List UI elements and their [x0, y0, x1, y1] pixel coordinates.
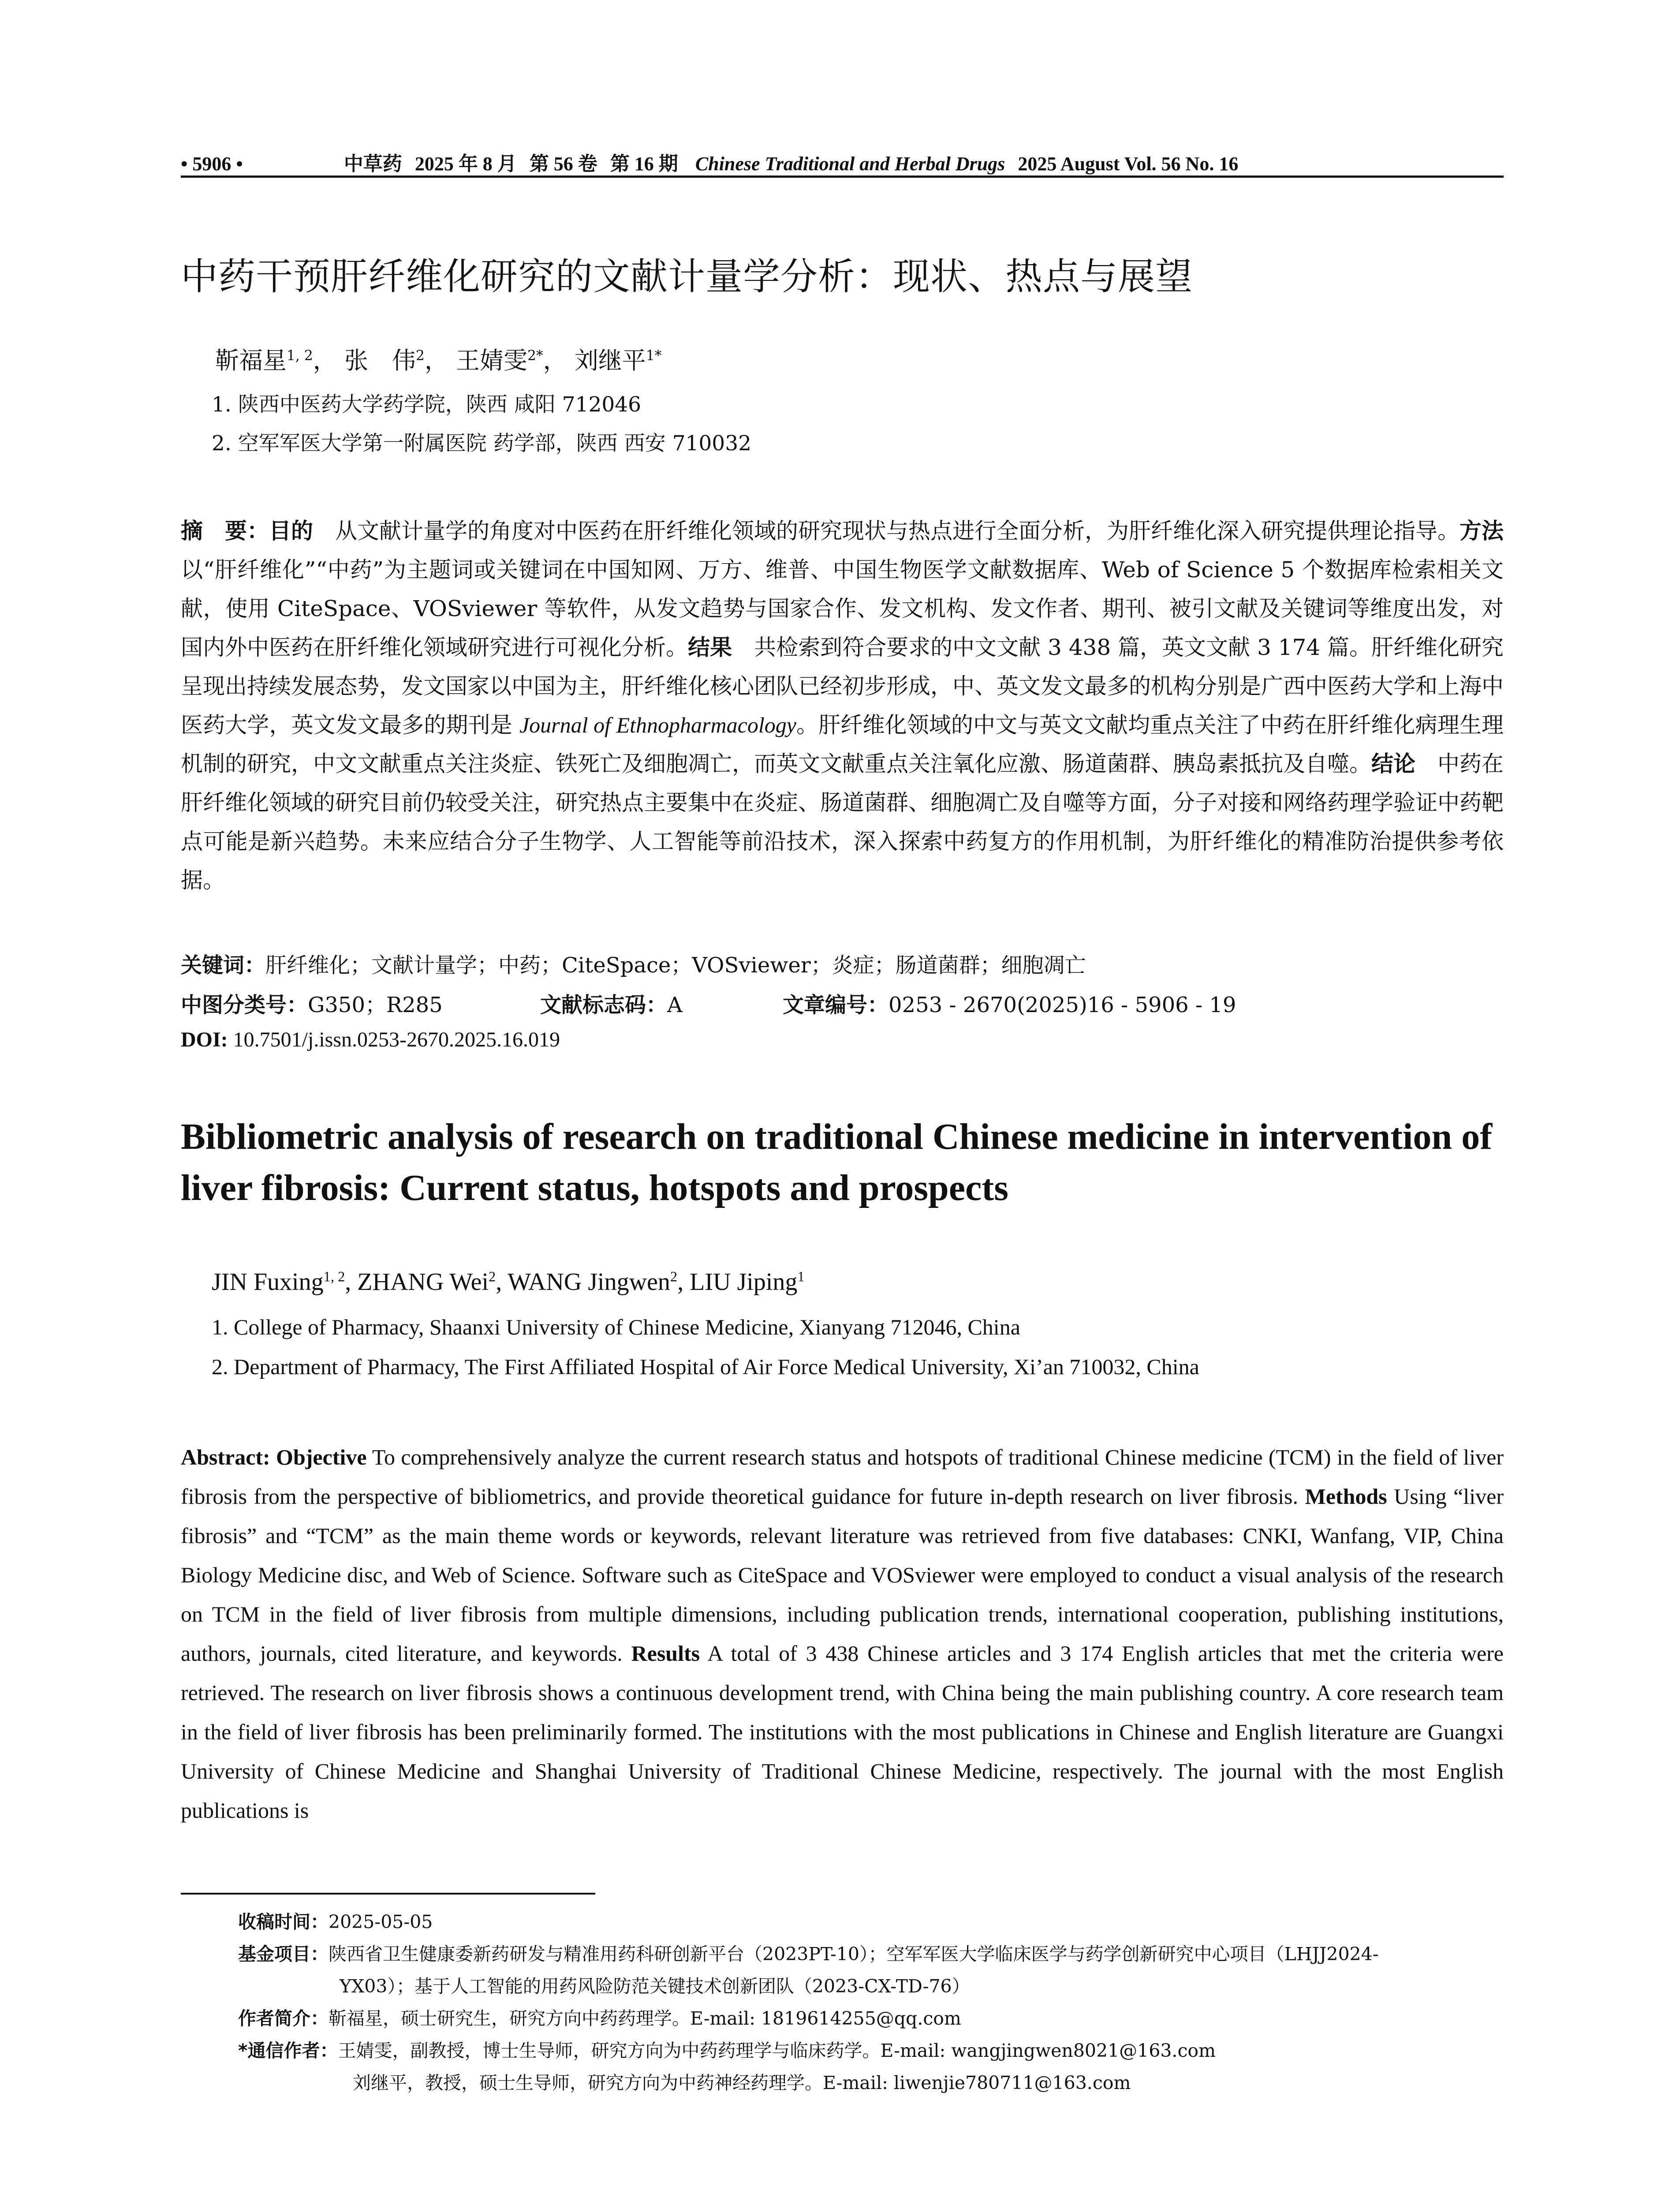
conclusion-label: 结论: [1371, 751, 1415, 777]
received-date: 2025-05-05: [329, 1911, 433, 1932]
results-label-en: Results: [631, 1641, 700, 1666]
doc-code-label: 文献标志码：: [540, 993, 668, 1017]
objective-text: 从文献计量学的角度对中医药在肝纤维化领域的研究现状与热点进行全面分析，为肝纤维化深入研究提供理论指导。: [313, 518, 1460, 544]
author-cn: 靳福星$^{1, 2}$，: [215, 347, 337, 374]
issue-cn: 第 16 期: [610, 153, 678, 175]
authors-cn: [215, 342, 661, 376]
objective-label: 目的: [269, 518, 313, 544]
page-number: • 5906 •: [181, 153, 243, 175]
doc-code-value: A: [667, 993, 683, 1017]
doc-code-line: [540, 988, 683, 1018]
fund-label: 基金项目：: [238, 1943, 329, 1965]
abstract-label: 摘 要：: [181, 518, 269, 544]
footnote-received: [238, 1906, 433, 1938]
results-text: 共检索到符合要求的中文文献 3 438 篇，英文文献 3 174 篇。肝纤维化研究呈现出持续发展态势，发文国家以中国为主，肝纤维化核心团队已经初步形成，中、英文发文最多的机构分别是广西中医药大学和上海中医药大学，英文发文最多的期刊是: [181, 635, 1504, 738]
doi-value: 10.7501/j.issn.0253-2670.2025.16.019: [233, 1028, 560, 1051]
running-header: [181, 148, 1246, 176]
footnote-bio: [238, 2003, 961, 2035]
methods-text-en: Using “liver fibrosis” and “TCM” as the main theme words or keywords, relevant literature was retrieved from five databases: CNKI, Wanfang, VIP, China Biology Medicine disc, and Web of Science. Software such as CiteSpace and VOSviewer were employed to conduct a visual analysis of the research on TCM in the field of liver fibrosis from multiple dimensions, including publication trends, international cooperation, publishing institutions, authors, journals, cited literature, and keywords.: [181, 1484, 1504, 1666]
classification-line: [181, 988, 443, 1018]
methods-label-en: Methods: [1305, 1484, 1387, 1509]
journal-name: Journal of Ethnopharmacology: [519, 713, 796, 737]
clc-value: G350；R285: [308, 993, 443, 1017]
title-cn: 中药干预肝纤维化研究的文献计量学分析：现状、热点与展望: [181, 255, 1193, 298]
clc-label: 中图分类号：: [181, 993, 308, 1017]
corresponding-label: *通信作者：: [238, 2040, 338, 2061]
footnote-rule: [181, 1893, 595, 1895]
journal-name-cn: 中草药: [343, 153, 402, 175]
doi-line: [181, 1028, 560, 1052]
header-rule: [181, 176, 1504, 178]
conclusion-text: 中药在肝纤维化领域的研究目前仍较受关注，研究热点主要集中在炎症、肠道菌群、细胞凋亡及自噬等方面，分子对接和网络药理学验证中药靶点可能是新兴趋势。未来应结合分子生物学、人工智能等前沿技术，深入探索中药复方的作用机制，为肝纤维化的精准防治提供参考依据。: [181, 751, 1504, 893]
article-number-label: 文章编号：: [783, 993, 889, 1017]
results-label: 结果: [688, 635, 732, 660]
footnote-fund: [238, 1938, 1379, 1970]
bio-text: 靳福星，硕士研究生，研究方向中药药理学。E-mail: 1819614255@qq.com: [329, 2008, 961, 2029]
keywords-cn: [181, 948, 1086, 979]
methods-label: 方法: [1460, 518, 1504, 544]
affiliation-cn: 2. 空军军医大学第一附属医院 药学部，陕西 西安 710032: [212, 431, 752, 456]
results-text-en: A total of 3 438 Chinese articles and 3 174 English articles that met the criteria were retrieved. The research on liver fibrosis shows a continuous development trend, with China being the main publishing country. A core research team in the field of liver fibrosis has been preliminarily formed. The institutions with the most publications in Chinese and English literature are Guangxi University of Chinese Medicine and Shanghai University of Traditional Chinese Medicine, respectively. The journal with the most English publications is: [181, 1641, 1504, 1823]
title-en: Bibliometric analysis of research on traditional Chinese medicine in intervention of liver fibrosis: Current status, hotspots and prospects: [181, 1116, 1493, 1208]
affiliation-en: 1. College of Pharmacy, Shaanxi University of Chinese Medicine, Xianyang 712046, China: [212, 1315, 1020, 1339]
article-number-line: [783, 988, 1236, 1018]
affiliation-cn: 1. 陕西中医药大学药学院，陕西 咸阳 712046: [212, 392, 642, 417]
footnote-corresponding: [238, 2035, 1216, 2067]
bio-label: 作者简介：: [238, 2008, 329, 2029]
abstract-en: [181, 1438, 1504, 1830]
article-number-value: 0253 - 2670(2025)16 - 5906 - 19: [889, 993, 1236, 1017]
objective-text-en: To comprehensively analyze the current research status and hotspots of traditional Chinese medicine (TCM) in the field of liver fibrosis from the perspective of bibliometrics, and provide theoretical guidance for future in-depth research on liver fibrosis.: [181, 1445, 1504, 1509]
abstract-cn: [181, 512, 1526, 900]
authors-en: [212, 1268, 805, 1296]
author-cn: 王婧雯$^{2*}$，: [456, 347, 567, 374]
keywords-label: 关键词：: [181, 953, 266, 978]
corresponding-text: 王婧雯，副教授，博士生导师，研究方向为中药药理学与临床药学。E-mail: wangjingwen8021@163.com: [338, 2040, 1216, 2061]
affiliation-en: 2. Department of Pharmacy, The First Affiliated Hospital of Air Force Medical University, Xi’an 710032, China: [212, 1354, 1199, 1379]
author-cn: 张 伟$^2$，: [344, 347, 448, 374]
footnote-corresponding-cont: 刘继平，教授，硕士生导师，研究方向为中药神经药理学。E-mail: liwenjie780711@163.com: [353, 2072, 1131, 2093]
fund-text: 陕西省卫生健康委新药研发与精准用药科研创新平台（2023PT-10）；空军军医大学临床医学与药学创新研究中心项目（LHJJ2024-: [329, 1943, 1379, 1965]
doi-label: DOI:: [181, 1028, 228, 1051]
volume-cn: 第 56 卷: [529, 153, 597, 175]
issue-date-cn: 2025 年 8 月: [414, 153, 517, 175]
author-en: JIN Fuxing$^{1, 2}$,: [212, 1268, 358, 1296]
footnote-fund-cont: YX03）；基于人工智能的用药风险防范关键技术创新团队（2023-CX-TD-76）: [340, 1976, 970, 1997]
objective-label-en: Objective: [276, 1445, 367, 1469]
author-cn: 刘继平$^{1*}$: [574, 347, 662, 374]
abstract-label-en: Abstract:: [181, 1445, 270, 1469]
author-en: LIU Jiping$^1$: [690, 1268, 805, 1296]
journal-name-en: Chinese Traditional and Herbal Drugs: [695, 153, 1005, 175]
author-en: WANG Jingwen$^2$,: [508, 1268, 690, 1296]
issue-date-en: 2025 August Vol. 56 No. 16: [1018, 153, 1239, 175]
methods-text: 以“肝纤维化”“中药”为主题词或关键词在中国知网、万方、维普、中国生物医学文献数据库、Web of Science 5 个数据库检索相关文献，使用 CiteSpace、VOSviewer 等软件，从发文趋势与国家合作、发文机构、发文作者、期刊、被引文献及关键词等维度出发，对国内外中医药在肝纤维化领域研究进行可视化分析。: [181, 518, 1526, 660]
received-label: 收稿时间：: [238, 1911, 329, 1932]
results-text-cont: 。肝纤维化领域的中文与英文文献均重点关注了中药在肝纤维化病理生理机制的研究，中文文献重点关注炎症、铁死亡及细胞凋亡，而英文文献重点关注氧化应激、肠道菌群、胰岛素抵抗及自噬。: [181, 712, 1504, 777]
author-en: ZHANG Wei$^2$,: [357, 1268, 508, 1296]
keywords-text: 肝纤维化；文献计量学；中药；CiteSpace；VOSviewer；炎症；肠道菌群；细胞凋亡: [265, 953, 1086, 978]
